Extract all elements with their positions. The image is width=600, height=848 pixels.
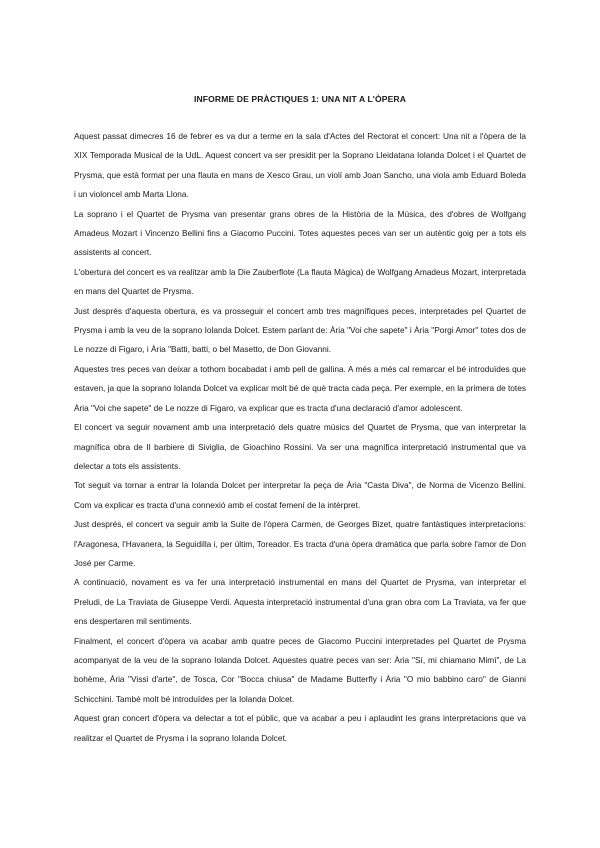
document-body bbox=[74, 127, 526, 748]
paragraph-8: Just després, el concert va seguir amb la Suite de l'òpera Carmen, de Georges Bizet, quatre fantàstiques interpretacions: l'Aragonesa, l'Havanera, la Seguidilla i, per últim, Toreador. Es tracta d'una òpera dramàtica que parla sobre l'amor de Don José per Carme. bbox=[74, 519, 526, 568]
paragraph-9: A continuació, novament es va fer una interpretació instrumental en mans del Quartet de Prysma, van interpretar el Preludi, de La Traviata de Giuseppe Verdi. Aquesta interpretació instrumental d'una gran obra com La Traviata, va fer que ens despertaren mil sentiments. bbox=[74, 577, 526, 627]
paragraph-5: Aquestes tres peces van deixar a tothom bocabadat i amb pell de gallina. A més a més cal remarcar el bé introduïdes que estaven, ja que la soprano Iolanda Dolcet va explicar molt bé de què tracta cada peça. Per exemple, en la primera de totes Ària "Voi che sapete" de Le nozze di Figaro, va explicar que es tracta d'una declaració d'amor adolescent. bbox=[74, 363, 526, 413]
document-title: INFORME DE PRÀCTIQUES 1: UNA NIT A L'ÒPERA bbox=[193, 94, 407, 104]
paragraph-7: Tot seguit va tornar a entrar la Iolanda Dolcet per interpretar la peça de Ària "Casta Diva", de Norma de Vicenzo Bellini. Com va explicar es tracta d'una connexió amb el costat femení de la intèrpret. bbox=[74, 480, 526, 510]
paragraph-11: Aquest gran concert d'òpera va delectar a tot el públic, que va acabar a peu i aplaudint les grans interpretacions que va realitzar el Quartet de Prysma i la soprano Iolanda Dolcet. bbox=[74, 713, 526, 743]
paragraph-4: Just després d'aquesta obertura, es va prosseguir el concert amb tres magnífiques peces, interpretades pel Quartet de Prysma i amb la veu de la soprano Iolanda Dolcet. Estem parlant de: Ària "Voi che sapete" i Ària "Porgi Amor" totes dos de Le nozze di Figaro, i Ària "Batti, batti, o bel Masetto, de Don Giovanni. bbox=[74, 305, 526, 355]
paragraph-10: Finalment, el concert d'òpera va acabar amb quatre peces de Giacomo Puccini interpretades pel Quartet de Prysma acompanyat de la veu de la soprano Iolanda Dolcet. Aquestes quatre peces van ser: Ària "Sí, mi chiamano Mimì", de La bohème, Ària "Vissi d'arte", de Tosca, Cor "Bocca chiusa" de Madame Butterfly i Ària "O mio babbino caro" de Gianni Schicchini. També molt bé introduïdes per la Iolanda Dolcet. bbox=[74, 635, 526, 704]
paragraph-6: El concert va seguir novament amb una interpretació dels quatre músics del Quartet de Prysma, que van interpretar la magnífica obra de Il barbiere di Siviglia, de Gioachino Rossini. Va ser una magnífica interpretació instrumental que va delectar a tots els assistents. bbox=[74, 422, 526, 471]
paragraph-3: L'obertura del concert es va realitzar amb la Die Zauberflote (La flauta Màgica) de Wolfgang Amadeus Mozart, interpretada en mans del Quartet de Prysma. bbox=[74, 266, 526, 297]
paragraph-2: La soprano i el Quartet de Prysma van presentar grans obres de la Història de la Música, des d'obres de Wolfgang Amadeus Mozart i Vincenzo Bellini fins a Giacomo Puccini. Totes aquestes peces van ser un autèntic goig per a tots els assistents al concert. bbox=[74, 208, 526, 258]
paragraph-1: Aquest passat dimecres 16 de febrer es va dur a terme en la sala d'Actes del Rectorat el concert: Una nit a l'òpera de la XIX Temporada Musical de la UdL. Aquest concert va ser presidit per la Soprano Lleidatana Iolanda Dolcet i el Quartet de Prysma, que està format per una flauta en mans de Xesco Grau, un violí amb Joan Sancho, una viola amb Eduard Boleda i un violoncel amb Marta Llona. bbox=[74, 131, 526, 200]
